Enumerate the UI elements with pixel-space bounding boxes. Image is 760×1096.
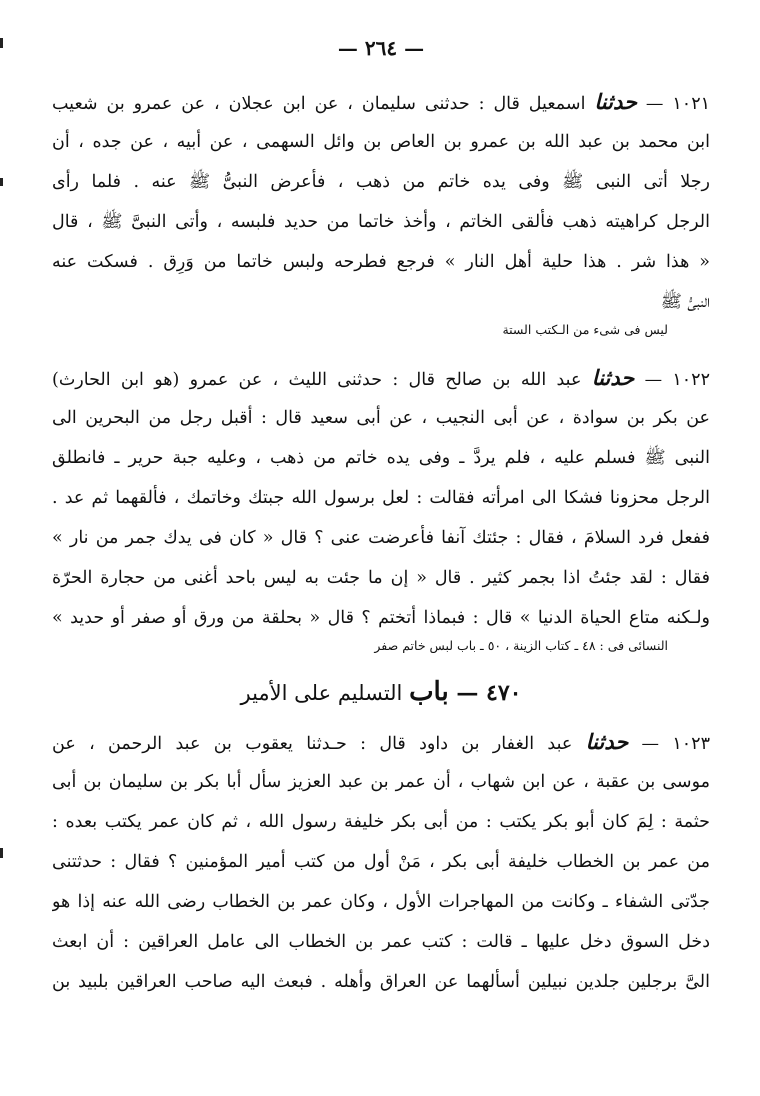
hadith-line: رجلا أتى النبى ﷺ وفى يده خاتم من ذهب ، فأعرض النبىُّ ﷺ عنه . فلما رأى	[52, 172, 710, 192]
scan-edge-mark	[0, 38, 3, 48]
hadith-line: جدّتى الشفاء ـ وكانت من المهاجرات الأول ، وكان عمر بن الخطاب رضى الله عنه إذا هو	[52, 892, 710, 912]
hadith-1023	[52, 722, 710, 1002]
chapter-heading	[52, 672, 710, 712]
hadith-line	[52, 82, 710, 122]
hadith-text: اسمعيل قال : حدثنى سليمان ، عن ابن عجلان ، عن عمرو بن شعيب	[52, 94, 595, 114]
hadith-line: دخل السوق دخل عليها ـ قالت : كتب عمر بن الخطاب الى عامل العراقين : أن ابعث	[52, 932, 710, 952]
scan-edge-mark	[0, 848, 3, 858]
page-number: — ٢٦٤ —	[337, 36, 425, 60]
haddathana-keyword: حدثنا	[585, 729, 629, 754]
hadith-line: ولـكنه متاع الحياة الدنيا » قال : فبماذا أتختم ؟ قال « بحلقة من ورق أو صفر أو حديد »	[52, 608, 710, 628]
scan-edge-mark	[0, 178, 3, 186]
hadith-line: النبىُّ ﷺ	[660, 292, 710, 312]
hadith-line: فقال : لقد جئتُ اذا بجمر كثير . قال « إن ما جئت به ليس باحد أغنى من حجارة الحرّة	[52, 568, 710, 588]
hadith-line	[52, 722, 710, 762]
hadith-line: ففعل فرد السلامَ ، فقال : جئتك آنفا فأعرضت عنى ؟ قال « كان فى يدك جمر من نار »	[52, 528, 710, 548]
hadith-line: حثمة : لِمَ كان أبو بكر يكتب : من أبى بكر خليفة رسول الله ، ثم كان عمر يكتب بعده :	[52, 812, 710, 832]
hadith-1021-footnote: ليس فى شىء من الـكتب الستة	[502, 322, 668, 337]
hadith-line: « هذا شر . هذا حلية أهل النار » فرجع فطرحه ولبس خاتما من وَرِق . فسكت عنه	[52, 252, 710, 272]
hadith-line: موسى بن عقبة ، عن ابن شهاب ، أن عمر بن عبد العزيز سأل أبا بكر بن سليمان بن أبى	[52, 772, 710, 792]
chapter-bab: باب	[409, 677, 449, 707]
hadith-text: عبد الله بن صالح قال : حدثنى الليث ، عن عمرو (هو ابن الحارث)	[52, 370, 592, 390]
hadith-1022	[52, 358, 710, 638]
hadith-text: عبد الغفار بن داود قال : حـدثنا يعقوب بن عبد الرحمن ، عن	[52, 734, 586, 754]
hadith-number: ١٠٢٣ —	[628, 734, 710, 754]
hadith-number: ١٠٢١ —	[636, 94, 710, 114]
book-page	[52, 0, 710, 1096]
haddathana-keyword: حدثنا	[591, 365, 635, 390]
hadith-number: ١٠٢٢ —	[634, 370, 710, 390]
hadith-line: الرجل كراهيته ذهب فألقى الخاتم ، وأخذ خاتما من حديد فلبسه ، وأتى النبىَّ ﷺ ، قال	[52, 212, 710, 232]
haddathana-keyword: حدثنا	[594, 89, 637, 114]
hadith-line: ابن محمد بن عبد الله بن عمرو بن العاص بن وائل السهمى ، عن أبيه ، عن جده ، أن	[52, 132, 710, 152]
hadith-line	[52, 358, 710, 398]
hadith-1022-footnote: النسائى فى : ٤٨ ـ كتاب الزينة ، ٥٠ ـ باب لبس خاتم صفر	[374, 638, 668, 653]
hadith-line: النبى ﷺ فسلم عليه ، فلم يردَّ ـ وفى يده خاتم من ذهب ، وعليه جبة حرير ـ فانطلق	[52, 448, 710, 468]
hadith-line: الرجل محزونا فشكا الى امرأته فقالت : لعل برسول الله جبتك وخاتمك ، فألقهما ثم عد .	[52, 488, 710, 508]
hadith-line: عن بكر بن سوادة ، عن أبى النجيب ، عن أبى سعيد قال : أقبل رجل من البحرين الى	[52, 408, 710, 428]
hadith-line: من عمر بن الخطاب خليفة أبى بكر ، مَنْ أول من كتب أمير المؤمنين ؟ فقال : حدثتنى	[52, 852, 710, 872]
hadith-1021	[52, 82, 710, 322]
chapter-title: التسليم على الأمير	[240, 681, 410, 705]
hadith-line: الىَّ برجلين جلدين نبيلين أسألهما عن العراق وأهله . فبعث اليه صاحب العراقين بلبيد بن	[52, 972, 710, 992]
chapter-number: ٤٧٠ —	[448, 680, 522, 706]
